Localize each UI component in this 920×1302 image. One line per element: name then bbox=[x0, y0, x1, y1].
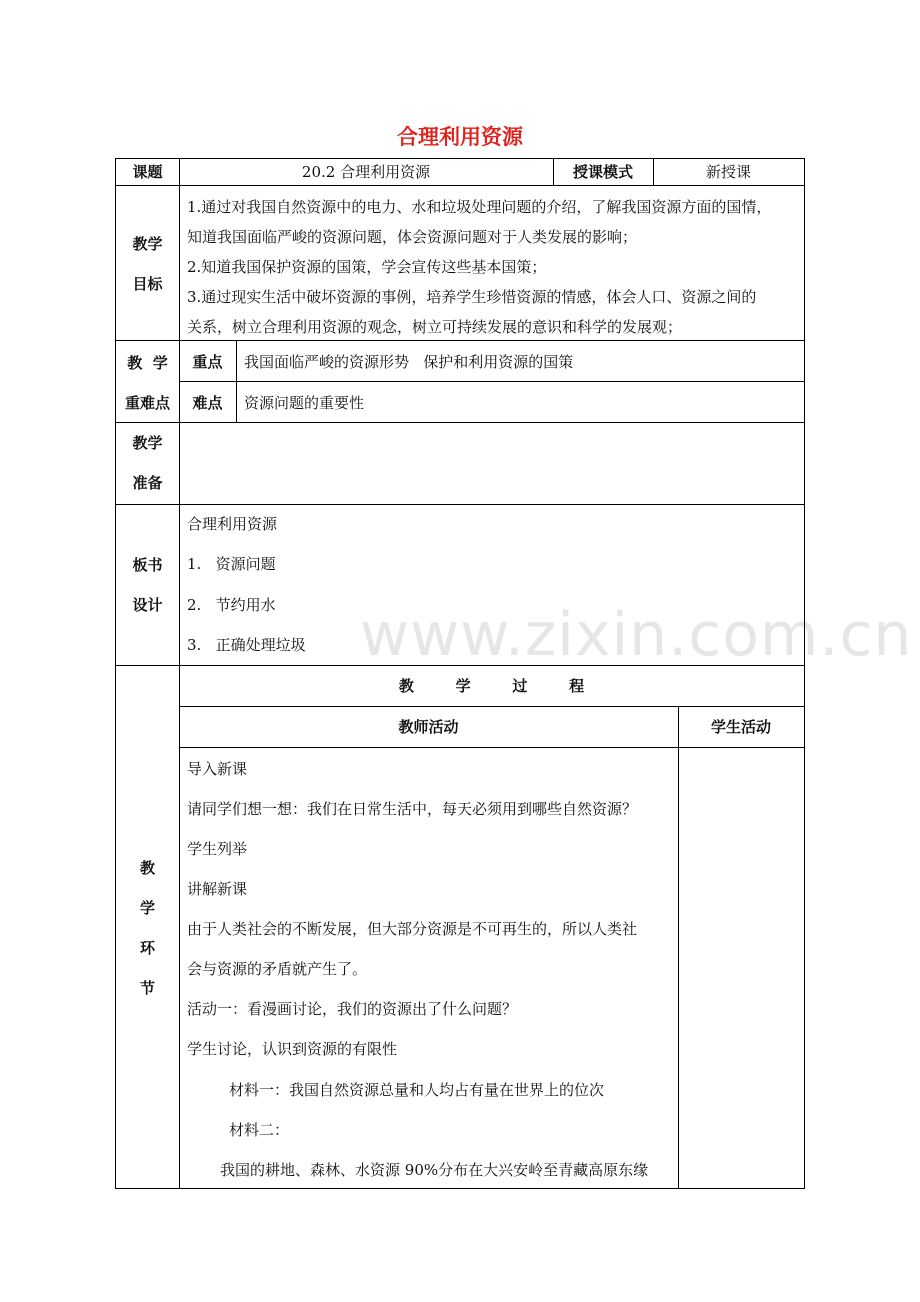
teacher-line: 请同学们想一想：我们在日常生活中，每天必须用到哪些自然资源？ bbox=[187, 800, 638, 818]
mode-value: 新授课 bbox=[705, 163, 751, 181]
student-activity-header: 学生活动 bbox=[710, 718, 771, 736]
teacher-line: 材料一：我国自然资源总量和人均占有量在世界上的位次 bbox=[229, 1081, 605, 1099]
process-side-label: 节 bbox=[139, 979, 155, 997]
process-header: 教 学 过 程 bbox=[398, 677, 585, 695]
preparation-label-2: 准备 bbox=[132, 474, 163, 492]
process-side-label: 学 bbox=[139, 899, 155, 917]
lesson-plan-table bbox=[115, 158, 805, 1189]
keypoints-label-1: 教 学 bbox=[127, 354, 168, 372]
subject-value: 20.2 合理利用资源 bbox=[301, 163, 431, 181]
difficult-point-label: 难点 bbox=[192, 394, 223, 412]
teacher-line: 讲解新课 bbox=[187, 880, 248, 898]
preparation-label-1: 教学 bbox=[132, 434, 163, 452]
teacher-line: 我国的耕地、森林、水资源 90%分布在大兴安岭至青藏高原东缘 bbox=[220, 1161, 649, 1179]
teacher-line: 活动一：看漫画讨论，我们的资源出了什么问题？ bbox=[187, 1000, 518, 1018]
teacher-line: 材料二： bbox=[229, 1121, 290, 1139]
keypoints-label-2: 重难点 bbox=[124, 394, 170, 412]
board-line: 3. 正确处理垃圾 bbox=[187, 636, 306, 654]
objective-line: 2.知道我国保护资源的国策，学会宣传这些基本国策； bbox=[187, 258, 547, 276]
objective-line: 知道我国面临严峻的资源问题，体会资源问题对于人类发展的影响； bbox=[187, 228, 638, 246]
teacher-activity-header: 教师活动 bbox=[398, 718, 459, 736]
teacher-line: 会与资源的矛盾就产生了。 bbox=[187, 960, 368, 978]
objective-line: 3.通过现实生活中破坏资源的事例，培养学生珍惜资源的情感，体会人口、资源之间的 bbox=[187, 288, 757, 306]
board-label-2: 设计 bbox=[132, 596, 163, 614]
document-title: 合理利用资源 bbox=[397, 125, 523, 149]
mode-label: 授课模式 bbox=[572, 163, 633, 181]
watermark: www.zixin.com.cn bbox=[360, 600, 913, 670]
objectives-label-2: 目标 bbox=[132, 275, 163, 293]
objective-line: 1.通过对我国自然资源中的电力、水和垃圾处理问题的介绍，了解我国资源方面的国情， bbox=[187, 198, 772, 216]
subject-label: 课题 bbox=[132, 163, 163, 181]
board-label-1: 板书 bbox=[132, 556, 163, 574]
objective-line: 关系，树立合理利用资源的观念，树立可持续发展的意识和科学的发展观； bbox=[187, 318, 683, 336]
board-line: 2. 节约用水 bbox=[187, 596, 276, 614]
board-line: 1. 资源问题 bbox=[187, 555, 276, 573]
teacher-line: 导入新课 bbox=[187, 760, 248, 778]
teacher-line: 学生讨论，认识到资源的有限性 bbox=[187, 1040, 398, 1058]
key-point-label: 重点 bbox=[192, 353, 223, 371]
difficult-point-text: 资源问题的重要性 bbox=[244, 394, 365, 412]
objectives-label-1: 教学 bbox=[132, 235, 163, 253]
board-line: 合理利用资源 bbox=[187, 515, 278, 533]
teacher-line: 由于人类社会的不断发展，但大部分资源是不可再生的，所以人类社 bbox=[187, 920, 638, 938]
process-side-label: 教 bbox=[139, 859, 155, 877]
key-point-text: 我国面临严峻的资源形势 保护和利用资源的国策 bbox=[244, 353, 574, 371]
teacher-line: 学生列举 bbox=[187, 840, 248, 858]
process-side-label: 环 bbox=[139, 939, 155, 957]
